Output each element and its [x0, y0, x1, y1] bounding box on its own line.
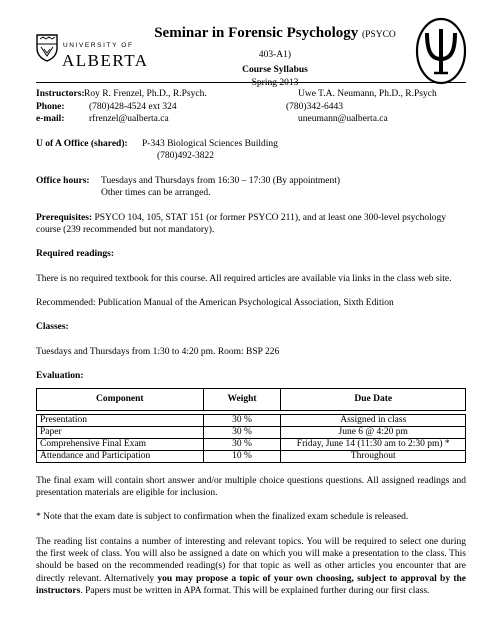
- cell-weight: 30 %: [203, 438, 281, 450]
- column-header-due-date: Due Date: [281, 389, 466, 410]
- email-row: [36, 113, 466, 126]
- instructors-row: [36, 88, 466, 101]
- reading-list-text-2: . Papers must be written in APA format. This will be explained further during our first class.: [80, 586, 430, 596]
- column-header-component: Component: [37, 389, 204, 410]
- table-row: [37, 414, 466, 426]
- instructor-2-email[interactable]: uneumann@ualberta.ca: [298, 114, 388, 124]
- phone-row: [36, 101, 466, 114]
- reading-list-bold: you may propose a topic of your own choosing, subject to approval by the instructors: [36, 573, 466, 596]
- course-title-text: Seminar in Forensic Psychology: [154, 25, 359, 41]
- course-term: Spring 2013: [251, 78, 299, 89]
- evaluation-table: [36, 388, 466, 462]
- office-hours-line1: Tuesdays and Thursdays from 16:30 – 17:30 (By appointment): [101, 175, 341, 186]
- cell-due: June 6 @ 4:20 pm: [281, 426, 466, 438]
- column-header-weight: Weight: [203, 389, 281, 410]
- instructor-1-name: Roy R. Frenzel, Ph.D., R.Psych.: [84, 89, 207, 99]
- logo-university-text: UNIVERSITY OF: [63, 42, 134, 49]
- instructor-1-phone: (780)428-4524 ext 324: [89, 101, 177, 112]
- cell-component: Comprehensive Final Exam: [37, 438, 204, 450]
- office-phone: (780)492-3822: [157, 151, 214, 161]
- office-hours-row: [36, 175, 466, 188]
- email-label: e-mail:: [36, 114, 65, 124]
- cell-component: Attendance and Participation: [37, 450, 204, 462]
- office-phone-row: [36, 150, 466, 163]
- header-divider: [36, 82, 466, 83]
- recommended-reading: Recommended: Publication Manual of the American Psychological Association, Sixth Edition: [36, 297, 394, 308]
- university-logo: [36, 20, 149, 70]
- instructor-2-name: Uwe T.A. Neumann, Ph.D., R.Psych: [298, 89, 437, 99]
- prerequisites-text: PSYCO 104, 105, STAT 151 (or former PSYCO 211), and at least one 300-level psychology course (239 recommended but not mandatory).: [36, 212, 446, 235]
- table-row: [37, 438, 466, 450]
- office-row: [36, 138, 466, 151]
- cell-component: Presentation: [37, 414, 204, 426]
- office-label: U of A Office (shared):: [36, 138, 128, 149]
- exam-date-note: * Note that the exam date is subject to confirmation when the finalized exam schedule is released.: [36, 512, 409, 523]
- table-row: [37, 450, 466, 462]
- evaluation-header-row: [37, 389, 466, 410]
- cell-weight: 30 %: [203, 414, 281, 426]
- table-row: [37, 426, 466, 438]
- course-subtitle: Course Syllabus: [242, 65, 308, 75]
- logo-alberta-text: ALBERTA: [62, 51, 149, 70]
- syllabus-content: [36, 88, 466, 597]
- reading-list-text-1: The reading list contains a number of interesting and relevant topics. You will be required to select one during the first week of class. You will also be assigned a date on which you will make a presentation to the class. This should be based on the recommended reading(s) for that topic as well as other articles you encounter that are directly relevant. Alternatively: [36, 536, 466, 584]
- cell-due: Assigned in class: [281, 414, 466, 426]
- instructor-2-phone: (780)342-6443: [286, 101, 343, 112]
- title-block: [150, 24, 400, 90]
- cell-due: Friday, June 14 (11:30 am to 2:30 pm) *: [281, 438, 466, 450]
- instructor-1-email[interactable]: rfrenzel@ualberta.ca: [89, 114, 169, 124]
- evaluation-heading: Evaluation:: [36, 370, 84, 381]
- final-exam-note: The final exam will contain short answer and/or multiple choice questions questions. All assigned readings and presentation materials are eligible for inclusion.: [36, 475, 466, 498]
- instructors-label: Instructors:: [36, 89, 85, 99]
- phone-label: Phone:: [36, 101, 65, 112]
- reading-list-paragraph: [36, 536, 466, 598]
- office-hours-row-2: [36, 187, 466, 200]
- office-hours-line2: Other times can be arranged.: [101, 188, 211, 198]
- readings-heading: Required readings:: [36, 249, 115, 260]
- prerequisites: [36, 212, 466, 237]
- prerequisites-label: Prerequisites:: [36, 212, 93, 223]
- readings-text: There is no required textbook for this course. All required articles are available via links in the class web site.: [36, 273, 452, 284]
- cell-weight: 30 %: [203, 426, 281, 438]
- office-hours-label: Office hours:: [36, 175, 90, 186]
- course-code: (PSYCO 403-A1): [258, 30, 396, 60]
- office-location: P-343 Biological Sciences Building: [142, 138, 278, 149]
- classes-heading: Classes:: [36, 322, 69, 333]
- crest-icon: [36, 34, 58, 62]
- cell-component: Paper: [37, 426, 204, 438]
- classes-text: Tuesdays and Thursdays from 1:30 to 4:20 pm. Room: BSP 226: [36, 346, 280, 357]
- cell-weight: 10 %: [203, 450, 281, 462]
- cell-due: Throughout: [281, 450, 466, 462]
- course-title: [150, 24, 400, 63]
- psi-icon: [415, 17, 467, 85]
